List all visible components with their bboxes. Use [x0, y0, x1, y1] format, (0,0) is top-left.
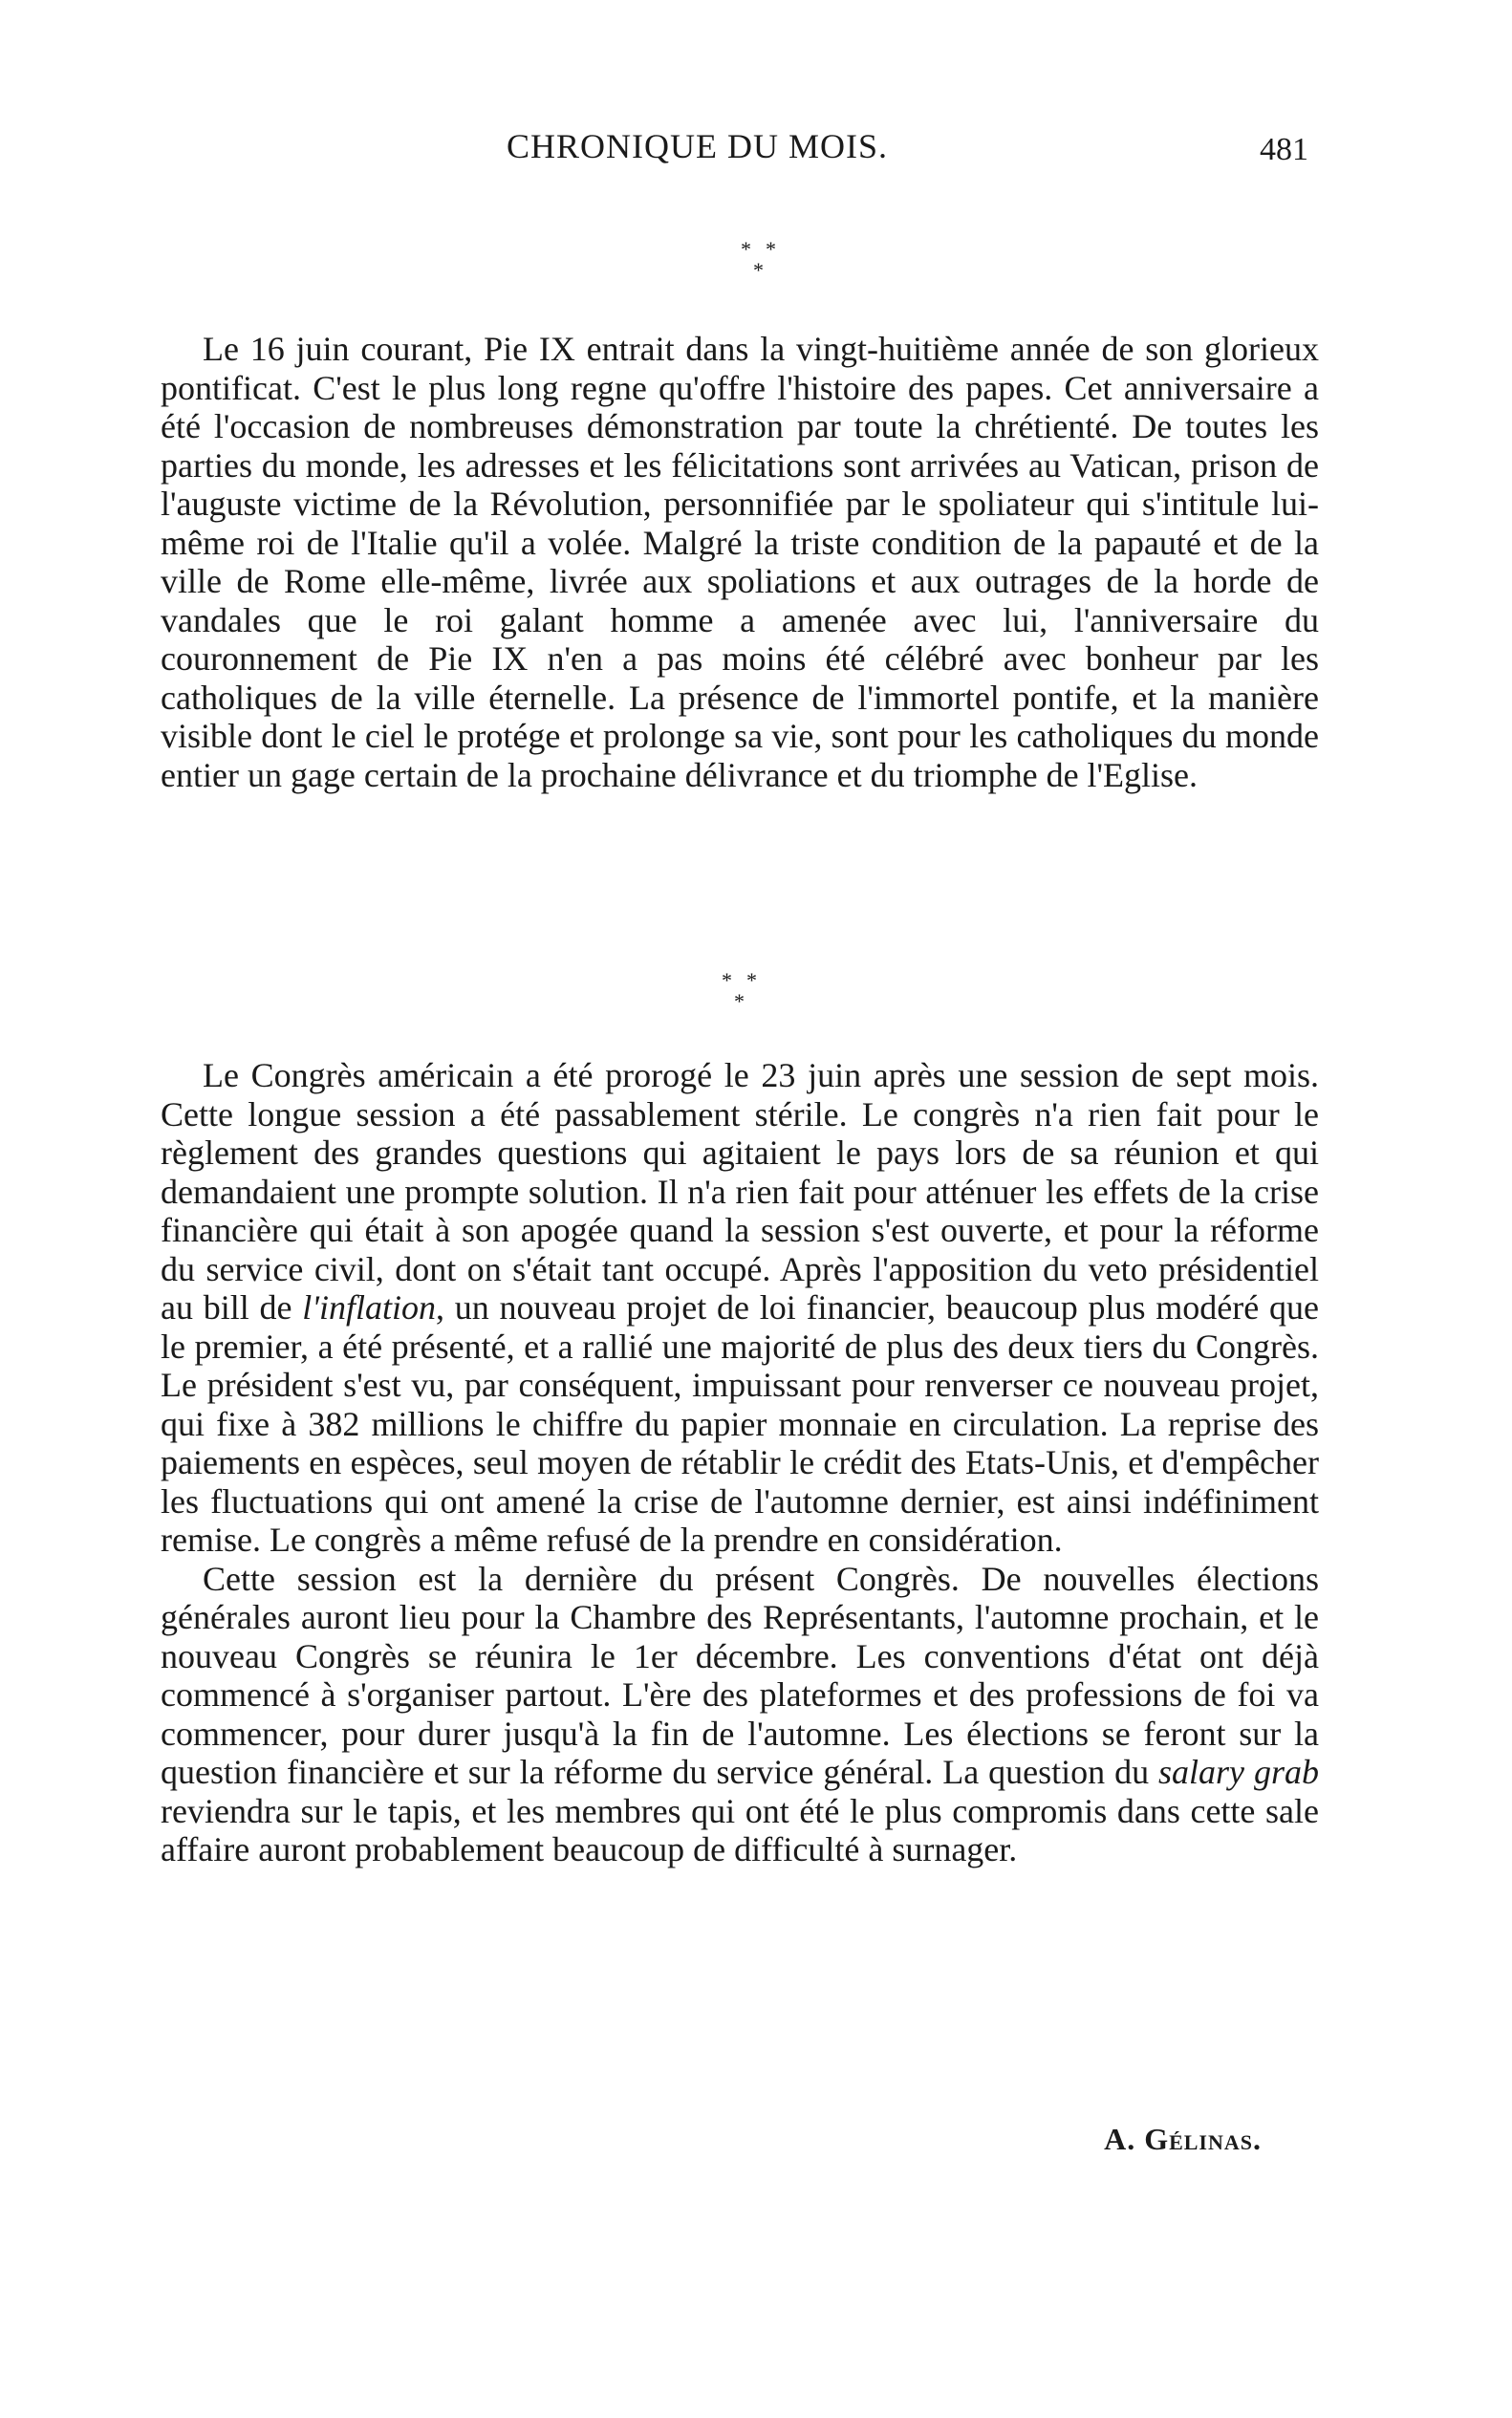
asterisk: *	[753, 258, 764, 282]
section-pie-ix-anniversary	[161, 330, 1319, 794]
text-run: Le Congrès américain a été prorogé le 23 juin après une session de sept mois. Cette longue session a été passablement stérile. Le congrès n'a rien fait pour le règlement des grandes questions qui agitaient le pays lors de sa réunion et qui demandaient une prompte solution. Il n'a rien fait pour atténuer les effets de la crise financière qui était à son apogée quand la session s'est ouverte, et pour la réforme du service civil, dont on s'était tant occupé. Après l'apposition du veto présidentiel au bill de	[161, 1056, 1319, 1327]
paragraph: Le 16 juin courant, Pie IX entrait dans la vingt-huitième année de son glorieux pontificat. C'est le plus long regne qu'offre l'histoire des papes. Cet anniversaire a été l'occasion de nombreuses démonstration par toute la chrétienté. De toutes les parties du monde, les adresses et les félicitations sont arrivées au Vatican, prison de l'auguste victime de la Révolution, personnifiée par le spoliateur qui s'intitule lui-même roi de l'Italie qu'il a volée. Malgré la triste condition de la papauté et de la ville de Rome elle-même, livrée aux spoliations et aux outrages de la horde de vandales que le roi galant homme a amenée avec lui, l'anniversaire du couronnement de Pie IX n'en a pas moins été célébré avec bonheur par les catholiques de la ville éternelle. La présence de l'immortel pontife, et la manière visible dont le ciel le protége et prolonge sa vie, sont pour les catholiques du monde entier un gage certain de la prochaine délivrance et du triomphe de l'Eglise.	[161, 330, 1319, 794]
running-title: CHRONIQUE DU MOIS.	[507, 127, 889, 165]
italic-term: salary grab	[1158, 1753, 1319, 1791]
text-run: , un nouveau projet de loi financier, beaucoup plus modéré que le premier, a été présenté, et a rallié une majorité de plus des deux tiers du Congrès. Le président s'est vu, par conséquent, impuissant pour renverser ce nouveau projet, qui fixe à 382 millions le chiffre du papier monnaie en circulation. La reprise des paiements en espèces, seul moyen de rétablir le crédit des Etats-Unis, et d'empêcher les fluctuations qui ont amené la crise de l'automne dernier, est ainsi indéfiniment remise. Le congrès a même refusé de la prendre en considération.	[161, 1288, 1320, 1559]
asterisk: *	[746, 968, 757, 992]
section-american-congress	[161, 1056, 1319, 1869]
text-run: reviendra sur le tapis, et les membres qui ont été le plus compromis dans cette sale affaire auront probablement beaucoup de difficulté à surnager.	[161, 1791, 1319, 1868]
page-number: 481	[1260, 132, 1308, 167]
section-separator-1	[741, 239, 817, 287]
asterisk: *	[766, 237, 776, 261]
asterisk: *	[734, 989, 745, 1013]
author-signature: A. Gélinas.	[1104, 2122, 1262, 2156]
asterisk: *	[741, 237, 751, 261]
section-separator-2	[722, 970, 798, 1018]
running-head	[0, 126, 1512, 174]
paragraph	[161, 1056, 1319, 1560]
italic-term: l'inflation	[302, 1288, 437, 1327]
asterisk: *	[722, 968, 732, 992]
paragraph	[161, 1560, 1319, 1869]
text-run: Cette session est la dernière du présent Congrès. De nouvelles élections générales auront lieu pour la Chambre des Représentants, l'automne prochain, et le nouveau Congrès se réunira le 1er décembre. Les conventions d'état ont déjà commencé à s'organiser partout. L'ère des plateformes et des professions de foi va commencer, pour durer jusqu'à la fin de l'automne. Les élections se feront sur la question financière et sur la réforme du service général. La question du	[161, 1559, 1319, 1791]
